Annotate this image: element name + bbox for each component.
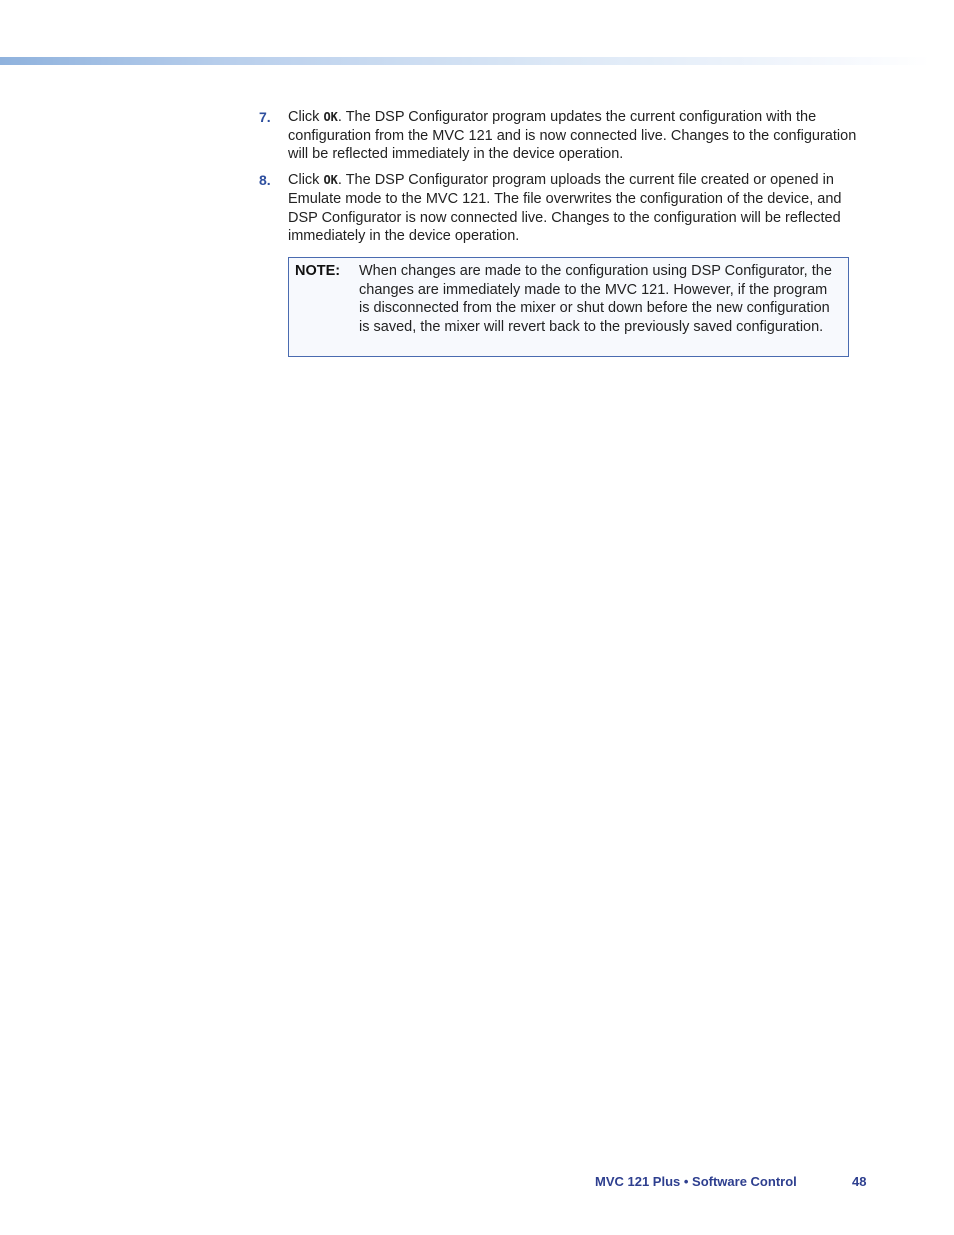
step-text-body: . The DSP Configurator program uploads the current file created or opened in Emulate mode to the MVC 121. The file overwrites the configuration of the device, and DSP Configurator is now connected live. Changes to the configuration will be reflected immediately in the device operation.	[288, 172, 842, 245]
instruction-steps	[0, 108, 954, 253]
ok-button-reference: OK	[323, 173, 338, 188]
step-7	[0, 108, 954, 164]
note-box	[288, 257, 849, 357]
step-text-prefix: Click	[288, 172, 324, 189]
step-text-prefix: Click	[288, 109, 324, 125]
step-number: 7.	[259, 109, 271, 125]
footer-title: MVC 121 Plus • Software Control	[595, 1174, 797, 1189]
header-gradient-bar	[0, 57, 930, 65]
step-8	[0, 171, 954, 246]
note-text: When changes are made to the configuration using DSP Configurator, the changes are immediately made to the MVC 121. However, if the program is disconnected from the mixer or shut down before the new configuration is saved, the mixer will revert back to the previously saved configuration.	[359, 263, 832, 336]
step-text	[288, 171, 860, 246]
page-number: 48	[852, 1174, 867, 1189]
step-text-body: . The DSP Configurator program updates the current configuration with the configuration from the MVC 121 and is now connected live. Changes to the configuration will be reflected immediately in the device operation.	[288, 109, 857, 163]
ok-button-reference: OK	[323, 110, 338, 124]
note-label: NOTE:	[295, 263, 341, 279]
step-text	[288, 108, 860, 164]
step-number: 8.	[259, 172, 271, 189]
